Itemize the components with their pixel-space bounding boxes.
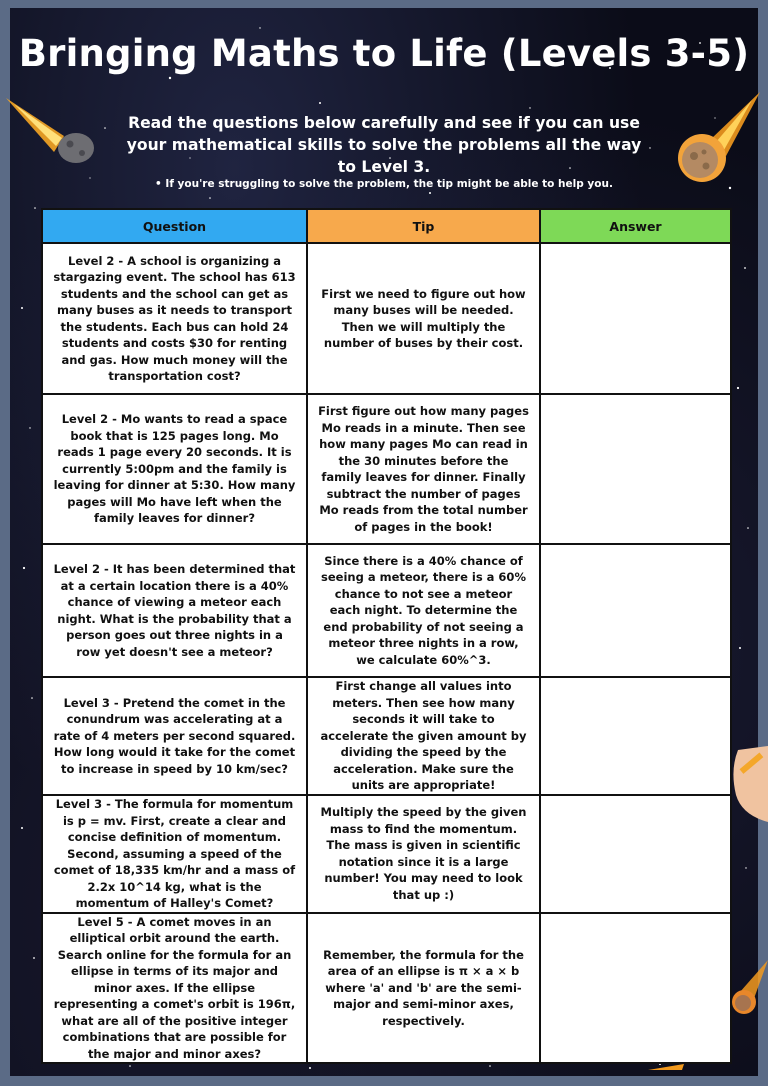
bullet-icon: • [155,178,162,190]
tip-cell: Multiply the speed by the given mass to find the momentum. The mass is given in scientific notation since it is a large number! You may need to look that up :) [307,795,540,913]
answer-cell[interactable] [540,243,731,394]
problem-table [41,208,732,1064]
table-row [42,544,731,677]
meteor-left-icon [4,92,100,172]
tip-cell: Remember, the formula for the area of an ellipse is π × a × b where 'a' and 'b' are the semi-major and semi-minor axes, respectively. [307,913,540,1064]
question-cell: Level 3 - Pretend the comet in the conundrum was accelerating at a rate of 4 meters per second squared. How long would it take for the comet to increase in speed by 10 km/sec? [42,677,307,795]
answer-cell[interactable] [540,913,731,1064]
table-row [42,913,731,1064]
tip-cell: Since there is a 40% chance of seeing a meteor, there is a 60% chance to not see a meteor each night. To determine the end probability of not seeing a meteor three nights in a row, we calculate 60%^3. [307,544,540,677]
comet-bottom-right-icon [728,960,768,1020]
answer-cell[interactable] [540,394,731,544]
header-tip: Tip [307,209,540,243]
header-answer: Answer [540,209,731,243]
table-row [42,394,731,544]
answer-cell[interactable] [540,677,731,795]
tip-cell: First figure out how many pages Mo reads in a minute. Then see how many pages Mo can read in the 30 minutes before the family leaves for dinner. Finally subtract the number of pages Mo reads from the total number of pages in the book! [307,394,540,544]
intro-text: Read the questions below carefully and see if you can use your mathematical skills to solve the problems all the way to Level 3. [126,114,642,176]
question-cell: Level 2 - Mo wants to read a space book that is 125 pages long. Mo reads 1 page every 20 seconds. It is currently 5:00pm and the family is leaving for dinner at 5:30. How many pages will Mo have left when the family leaves for dinner? [42,394,307,544]
table-row [42,795,731,913]
header-question: Question [42,209,307,243]
hand-pencil-icon [728,740,768,830]
tip-cell: First we need to figure out how many buses will be needed. Then we will multiply the number of buses by their cost. [307,243,540,394]
table-row [42,243,731,394]
table-header-row [42,209,731,243]
question-cell: Level 2 - It has been determined that at a certain location there is a 40% chance of viewing a meteor each night. What is the probability that a person goes out three nights in a row yet doesn't see a meteor? [42,544,307,677]
page-title: Bringing Maths to Life (Levels 3-5) [18,32,750,75]
question-cell: Level 3 - The formula for momentum is p = mv. First, create a clear and concise definition of momentum. Second, assuming a speed of the comet of 18,335 km/hr and a mass of 2.2x 10^14 kg, what is the momentum of Halley's Comet? [42,795,307,913]
answer-cell[interactable] [540,795,731,913]
answer-cell[interactable] [540,544,731,677]
tip-note [0,178,768,190]
question-cell: Level 5 - A comet moves in an elliptical orbit around the earth. Search online for the formula for an ellipse in terms of its major and minor axes. If the ellipse representing a comet's orbit is 196π, what are all of the positive integer combinations that are possible for the major and minor axes? [42,913,307,1064]
tip-cell: First change all values into meters. Then see how many seconds it will take to accelerate the given amount by dividing the speed by the acceleration. Make sure the units are appropriate! [307,677,540,795]
meteor-right-icon [664,90,764,190]
tip-note-text: If you're struggling to solve the problem, the tip might be able to help you. [165,178,613,190]
question-cell: Level 2 - A school is organizing a stargazing event. The school has 613 students and the school can get as many buses as it needs to transport the students. Each bus can hold 24 students and costs $30 for renting and gas. How much money will the transportation cost? [42,243,307,394]
table-row [42,677,731,795]
